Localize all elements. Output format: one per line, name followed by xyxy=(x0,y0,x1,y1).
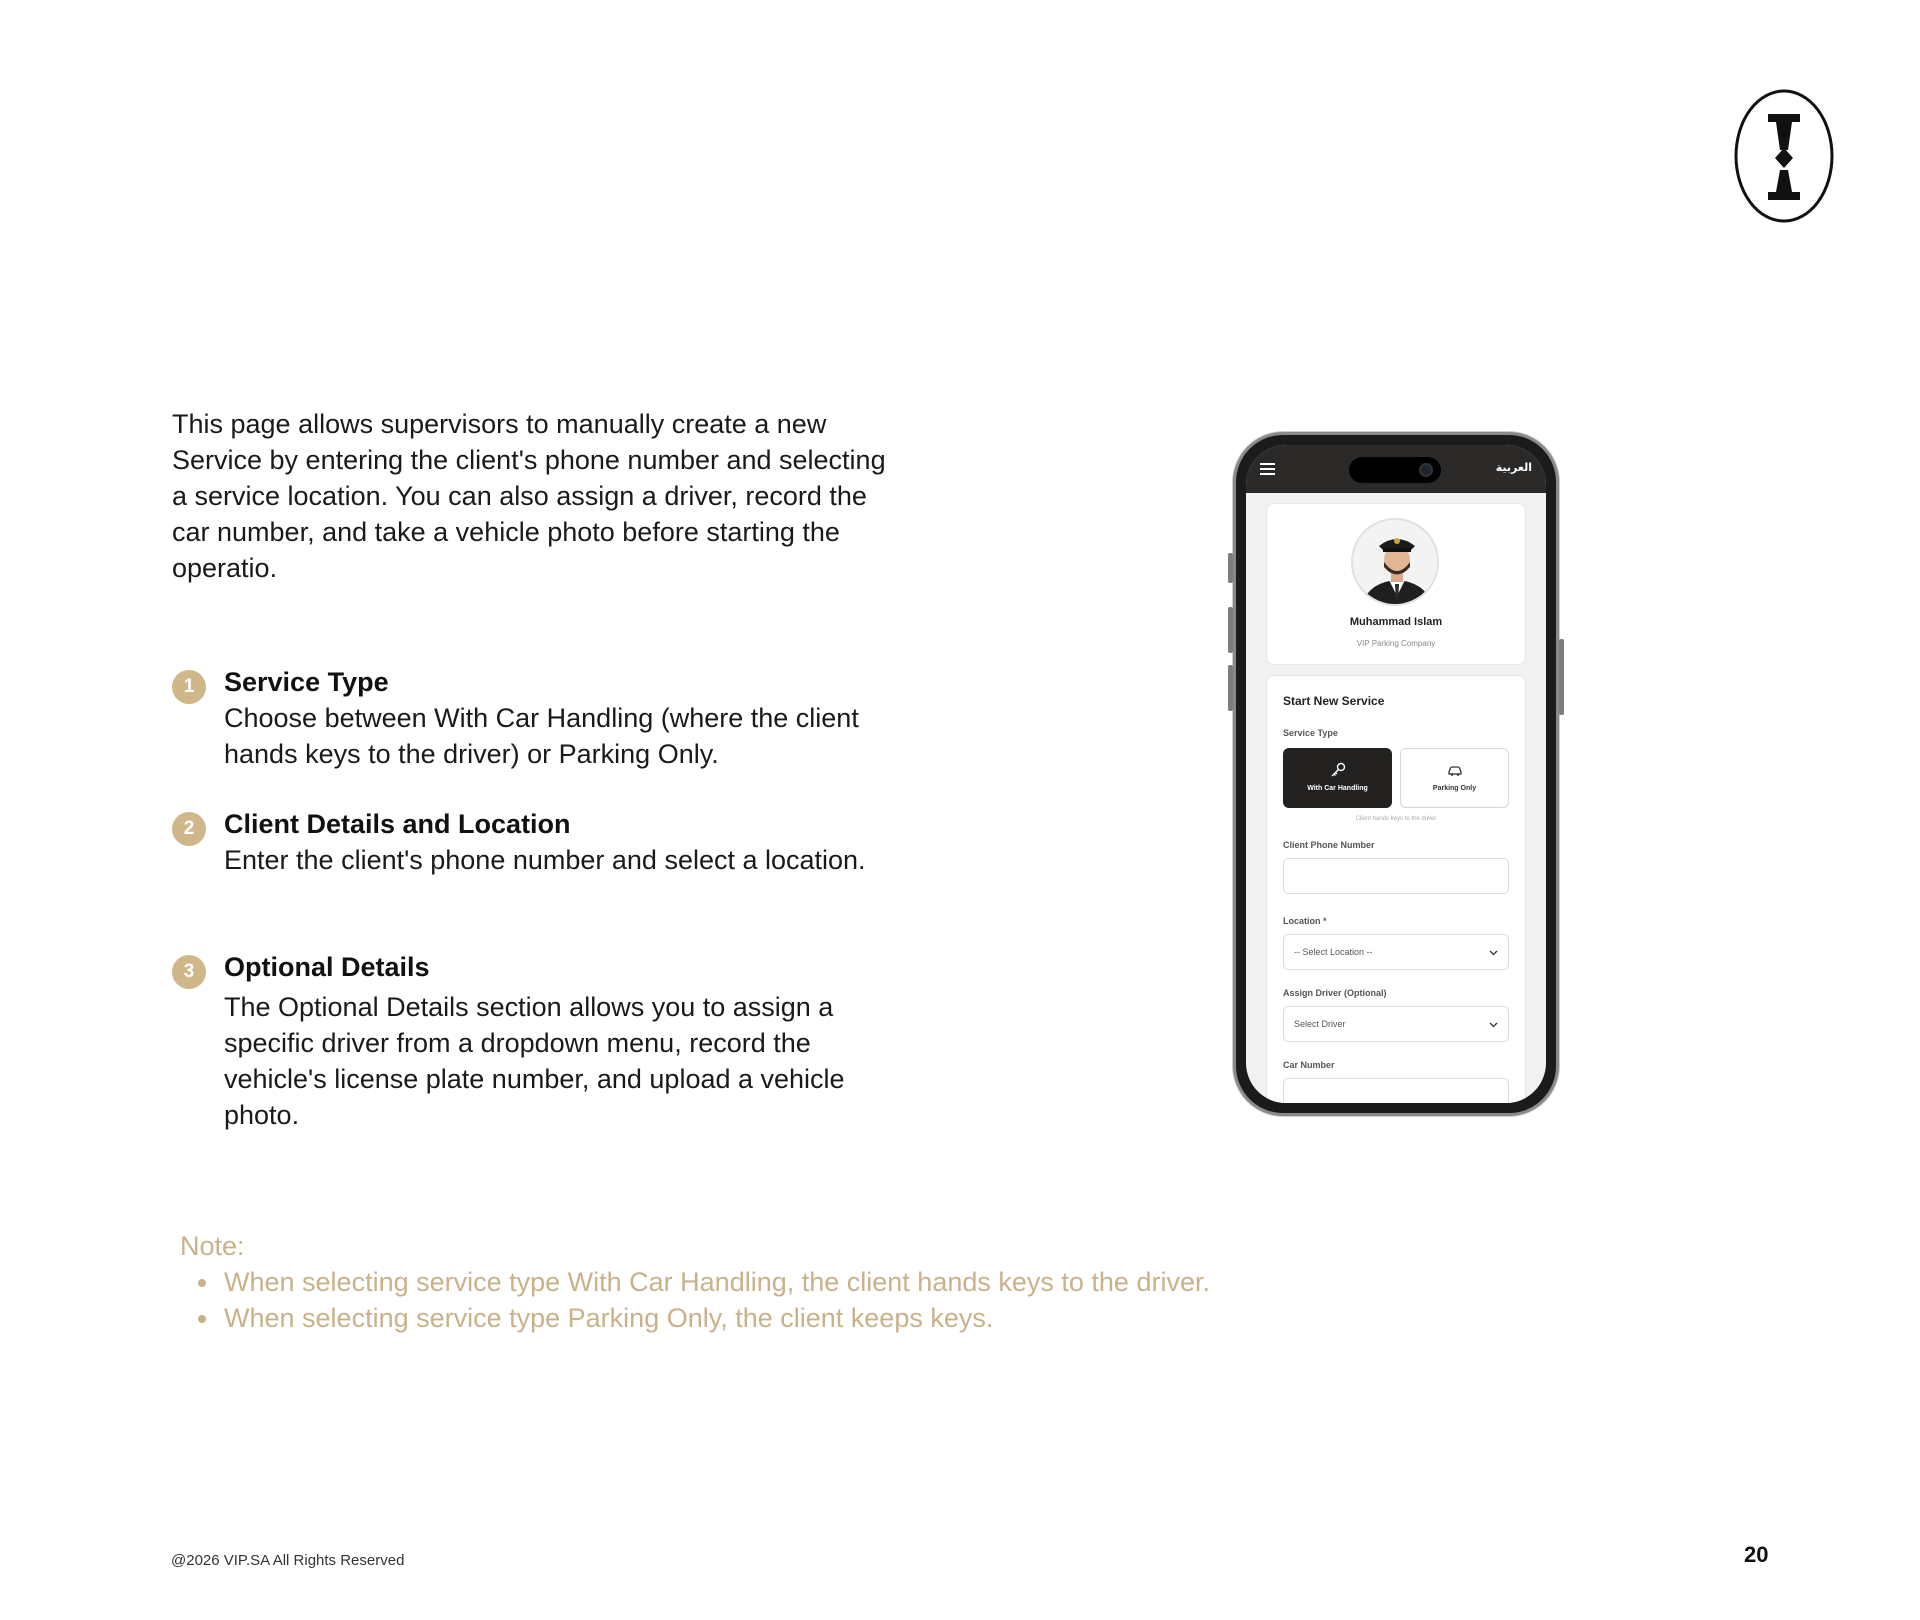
chevron-down-icon xyxy=(1489,948,1498,957)
option-with-car-handling[interactable] xyxy=(1283,748,1392,808)
key-icon xyxy=(1330,762,1346,778)
intro-paragraph: This page allows supervisors to manually create a new Service by entering the client's phone number and selecting a service location. You can also assign a driver, record the car number, and take a vehicle photo before starting the operatio. xyxy=(172,409,886,583)
step-description: Choose between With Car Handling (where the client hands keys to the driver) or Parking Only. xyxy=(224,703,859,769)
form-title: Start New Service xyxy=(1283,694,1385,708)
footer-copyright: @2026 VIP.SA All Rights Reserved xyxy=(171,1552,405,1569)
phone-mockup xyxy=(1233,432,1559,1116)
chevron-down-icon xyxy=(1489,1020,1498,1029)
driver-placeholder: Select Driver xyxy=(1294,1019,1346,1029)
phone-side-button xyxy=(1228,607,1233,653)
page-number: 20 xyxy=(1744,1542,1769,1567)
driver-select[interactable] xyxy=(1283,1006,1509,1042)
profile-company: VIP Parking Company xyxy=(1356,639,1436,648)
start-service-form xyxy=(1266,675,1526,1103)
car-number-label: Car Number xyxy=(1283,1060,1335,1070)
phone-side-button xyxy=(1228,665,1233,711)
option-parking-only[interactable] xyxy=(1400,748,1509,808)
note-section xyxy=(180,1228,1210,1336)
camera-lens xyxy=(1419,463,1433,477)
option-label: Parking Only xyxy=(1432,785,1477,792)
dynamic-island xyxy=(1349,457,1441,483)
step-description: Enter the client's phone number and select a location. xyxy=(224,845,866,875)
location-label: Location * xyxy=(1283,916,1327,926)
phone-side-button xyxy=(1228,553,1233,583)
step-number-badge: 2 xyxy=(172,812,206,846)
app-top-bar xyxy=(1246,445,1546,493)
step-service-type xyxy=(172,664,902,806)
note-item: When selecting service type Parking Only, the client keeps keys. xyxy=(224,1300,1210,1336)
phone-screen xyxy=(1246,445,1546,1103)
step-title: Service Type xyxy=(224,667,389,697)
driver-avatar-icon xyxy=(1353,520,1439,606)
car-number-input[interactable] xyxy=(1283,1078,1509,1103)
avatar xyxy=(1351,518,1439,606)
service-type-hint: Client hands keys to the driver xyxy=(1355,816,1437,822)
hamburger-menu-icon[interactable] xyxy=(1260,463,1275,475)
note-list xyxy=(224,1264,1210,1336)
assign-driver-label: Assign Driver (Optional) xyxy=(1283,988,1387,998)
note-item: When selecting service type With Car Handling, the client hands keys to the driver. xyxy=(224,1264,1210,1300)
option-label: With Car Handling xyxy=(1307,785,1368,792)
location-select[interactable] xyxy=(1283,934,1509,970)
profile-name: Muhammad Islam xyxy=(1349,616,1443,628)
service-type-options xyxy=(1283,748,1509,808)
profile-card xyxy=(1266,503,1526,665)
step-optional-details xyxy=(172,949,902,1133)
step-description: The Optional Details section allows you to assign a specific driver from a dropdown menu, record the vehicle's license plate number, and upload a vehicle photo. xyxy=(224,992,845,1130)
service-type-label: Service Type xyxy=(1283,728,1338,738)
steps-list xyxy=(172,664,902,1133)
language-toggle[interactable]: العربية xyxy=(1495,462,1532,474)
car-icon xyxy=(1447,762,1463,778)
client-phone-label: Client Phone Number xyxy=(1283,840,1375,850)
step-number-badge: 3 xyxy=(172,955,206,989)
step-number-badge: 1 xyxy=(172,670,206,704)
step-title: Client Details and Location xyxy=(224,809,571,839)
step-title: Optional Details xyxy=(224,952,430,982)
brand-logo xyxy=(1733,88,1835,224)
location-placeholder: -- Select Location -- xyxy=(1294,947,1373,957)
note-title: Note: xyxy=(180,1231,245,1261)
client-phone-input[interactable] xyxy=(1283,858,1509,894)
step-client-details xyxy=(172,806,902,949)
phone-side-button xyxy=(1559,639,1564,715)
